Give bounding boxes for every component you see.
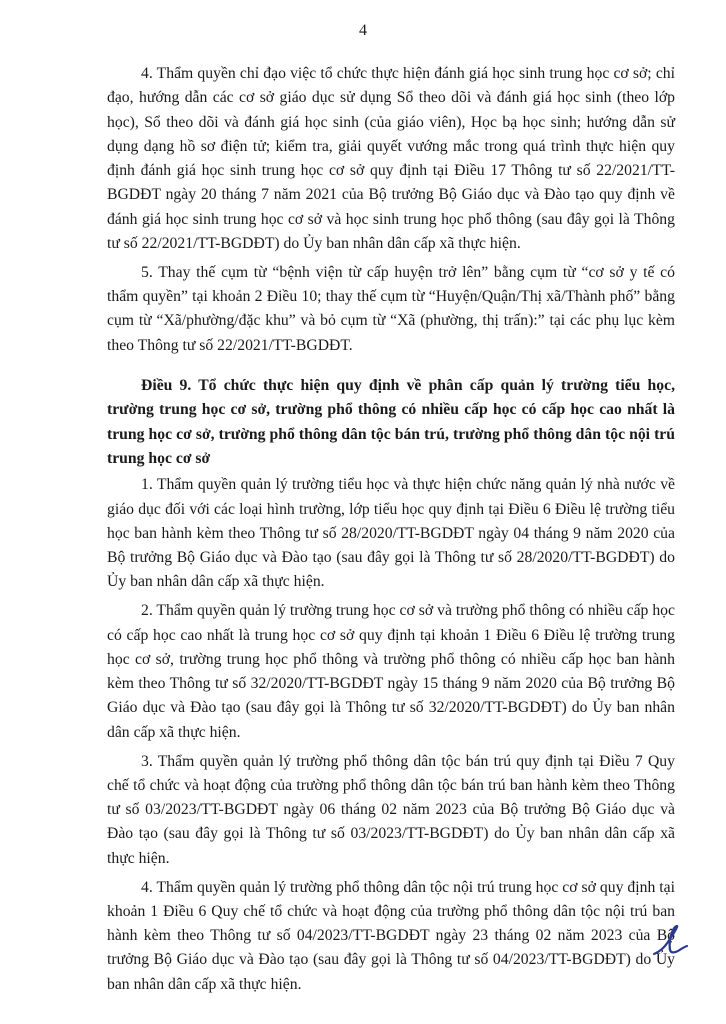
clause-9-1: 1. Thẩm quyền quản lý trường tiểu học và thực hiện chức năng quản lý nhà nước về giáo dục đối với các loại hình trường, lớp tiểu học quy định tại Điều 6 Điều lệ trường tiểu học ban hành kèm theo Thông tư số 28/2020/TT-BGDĐT ngày 04 tháng 9 năm 2020 của Bộ trưởng Bộ Giáo dục và Đào tạo (sau đây gọi là Thông tư số 28/2020/TT-BGDĐT) do Ủy ban nhân dân cấp xã thực hiện.: [107, 476, 675, 591]
clause-9-4: 4. Thẩm quyền quản lý trường phổ thông dân tộc nội trú trung học cơ sở quy định tại khoản 1 Điều 6 Quy chế tổ chức và hoạt động của trường phổ thông dân tộc nội trú ban hành kèm theo Thông tư số 04/2023/TT-BGDĐT ngày 23 tháng 02 năm 2023 của Bộ trưởng Bộ Giáo dục và Đào tạo (sau đây gọi là Thông tư số 04/2023/TT-BGDĐT) do Ủy ban nhân dân cấp xã thực hiện.: [107, 878, 675, 993]
clause-9-3: 3. Thẩm quyền quản lý trường phổ thông dân tộc bán trú quy định tại Điều 7 Quy chế tổ chức và hoạt động của trường phổ thông dân tộc bán trú ban hành kèm theo Thông tư số 03/2023/TT-BGDĐT ngày 06 tháng 02 năm 2023 của Bộ trưởng Bộ Giáo dục và Đào tạo (sau đây gọi là Thông tư số 03/2023/TT-BGDĐT) do Ủy ban nhân dân cấp xã thực hiện.: [107, 752, 675, 867]
document-body: [107, 62, 675, 1001]
clause-9-2: 2. Thẩm quyền quản lý trường trung học cơ sở và trường phổ thông có nhiều cấp học có cấp học cao nhất là trung học cơ sở quy định tại khoản 1 Điều 6 Điều lệ trường trung học cơ sở, trường trung học phổ thông và trường phổ thông có nhiều cấp học ban hành kèm theo Thông tư số 32/2020/TT-BGDĐT ngày 15 tháng 9 năm 2020 của Bộ trưởng Bộ Giáo dục và Đào tạo (sau đây gọi là Thông tư số 32/2020/TT-BGDĐT) do Ủy ban nhân dân cấp xã thực hiện.: [107, 602, 675, 741]
page-number: 4: [359, 22, 367, 39]
article-9-heading: Điều 9. Tổ chức thực hiện quy định về phân cấp quản lý trường tiểu học, trường trung học cơ sở, trường phổ thông có nhiều cấp học có cấp học cao nhất là trung học cơ sở, trường phổ thông dân tộc bán trú, trường phổ thông dân tộc nội trú trung học cơ sở: [107, 377, 675, 467]
clause-8-5: 5. Thay thế cụm từ “bệnh viện từ cấp huyện trở lên” bằng cụm từ “cơ sở y tế có thẩm quyền” tại khoản 2 Điều 10; thay thế cụm từ “Huyện/Quận/Thị xã/Thành phố” bằng cụm từ “Xã/phường/đặc khu” và bỏ cụm từ “Xã (phường, thị trấn):” tại các phụ lục kèm theo Thông tư số 22/2021/TT-BGDĐT.: [107, 263, 675, 354]
initial-signature: [650, 924, 690, 958]
clause-8-4: 4. Thẩm quyền chỉ đạo việc tổ chức thực hiện đánh giá học sinh trung học cơ sở; chỉ đạo, hướng dẫn các cơ sở giáo dục sử dụng Sổ theo dõi và đánh giá học sinh (theo lớp học), Sổ theo dõi và đánh giá học sinh (của giáo viên), Học bạ học sinh; hướng dẫn sử dụng dạng hồ sơ điện tử; kiểm tra, giải quyết vướng mắc trong quá trình thực hiện quy định đánh giá học sinh trung học cơ sở quy định tại Điều 17 Thông tư số 22/2021/TT-BGDĐT ngày 20 tháng 7 năm 2021 của Bộ trưởng Bộ Giáo dục và Đào tạo quy định về đánh giá học sinh trung học cơ sở và học sinh trung học phổ thông (sau đây gọi là Thông tư số 22/2021/TT-BGDĐT) do Ủy ban nhân dân cấp xã thực hiện.: [107, 65, 675, 253]
